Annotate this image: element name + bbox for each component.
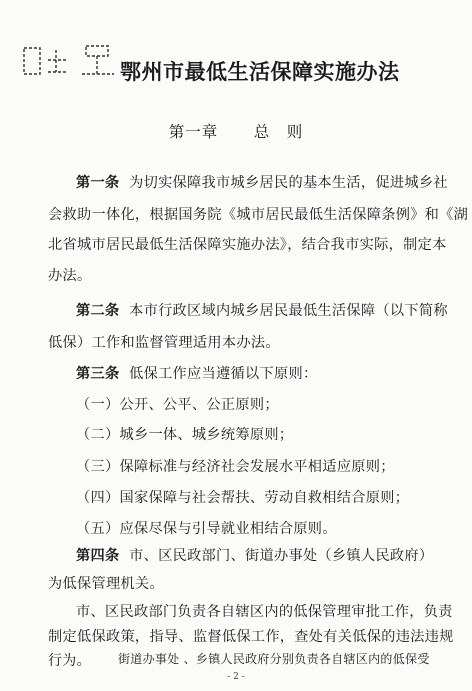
- article-1-label: 第一条: [76, 175, 120, 191]
- article-4-para-2-line-2: 制定低保政策，指导、监督低保工作，查处有关低保的违法违规: [48, 629, 454, 645]
- article-2-line-2: 低保）工作和监督管理适用本办法。: [48, 335, 280, 351]
- article-4-text: 市、区民政部门、街道办事处（乡镇人民政府）: [129, 548, 434, 564]
- principle-item: （四）国家保障与社会帮扶、劳动自救相结合原则；: [76, 490, 410, 506]
- article-4-line-2: 为低保管理机关。: [48, 576, 164, 592]
- header-stamp-mark: [22, 40, 118, 80]
- article-2-label: 第二条: [76, 303, 120, 319]
- article-4-label: 第四条: [76, 548, 120, 564]
- document-title: 鄂州市最低生活保障实施办法: [120, 59, 400, 84]
- article-1-line-4: 办法。: [48, 268, 92, 284]
- principle-item: （二）城乡一体、城乡统筹原则；: [76, 427, 294, 443]
- principle-item: （三）保障标准与经济社会发展水平相适应原则；: [76, 459, 395, 475]
- article-1-line-2: 会救助一体化，根据国务院《城市居民最低生活保障条例》和《湖: [48, 207, 469, 223]
- article-4-para-2-line-1: 市、区民政部门负责各自辖区内的低保管理审批工作，负责: [76, 604, 453, 620]
- principle-item: （一）公开、公平、公正原则；: [76, 397, 279, 413]
- article-3-line-1: [76, 363, 317, 383]
- chapter-number: 第一章: [168, 123, 219, 141]
- article-4-para-3-line-1: 街道办事处 、乡镇人民政府分别负责各自辖区内的低保受: [118, 652, 430, 666]
- chapter-name: 总 则: [253, 123, 304, 141]
- page-number: - 2 -: [227, 672, 245, 682]
- article-1-text: 为切实保障我市城乡居民的基本生活，促进城乡社: [129, 175, 448, 191]
- article-3-label: 第三条: [76, 366, 120, 382]
- article-4-line-1: [76, 545, 433, 565]
- article-2-text: 本市行政区域内城乡居民最低生活保障（以下简称: [129, 303, 448, 319]
- principle-item: （五）应保尽保与引导就业相结合原则。: [76, 521, 337, 537]
- article-1-line-3: 北省城市居民最低生活保障实施办法》，结合我市实际，制定本: [48, 237, 447, 253]
- article-2-line-1: [76, 300, 448, 320]
- article-4-para-2-line-3: 行为。: [48, 653, 91, 669]
- article-3-text: 低保工作应当遵循以下原则：: [129, 366, 318, 382]
- article-1-line-1: [76, 172, 448, 192]
- chapter-heading: [0, 120, 472, 142]
